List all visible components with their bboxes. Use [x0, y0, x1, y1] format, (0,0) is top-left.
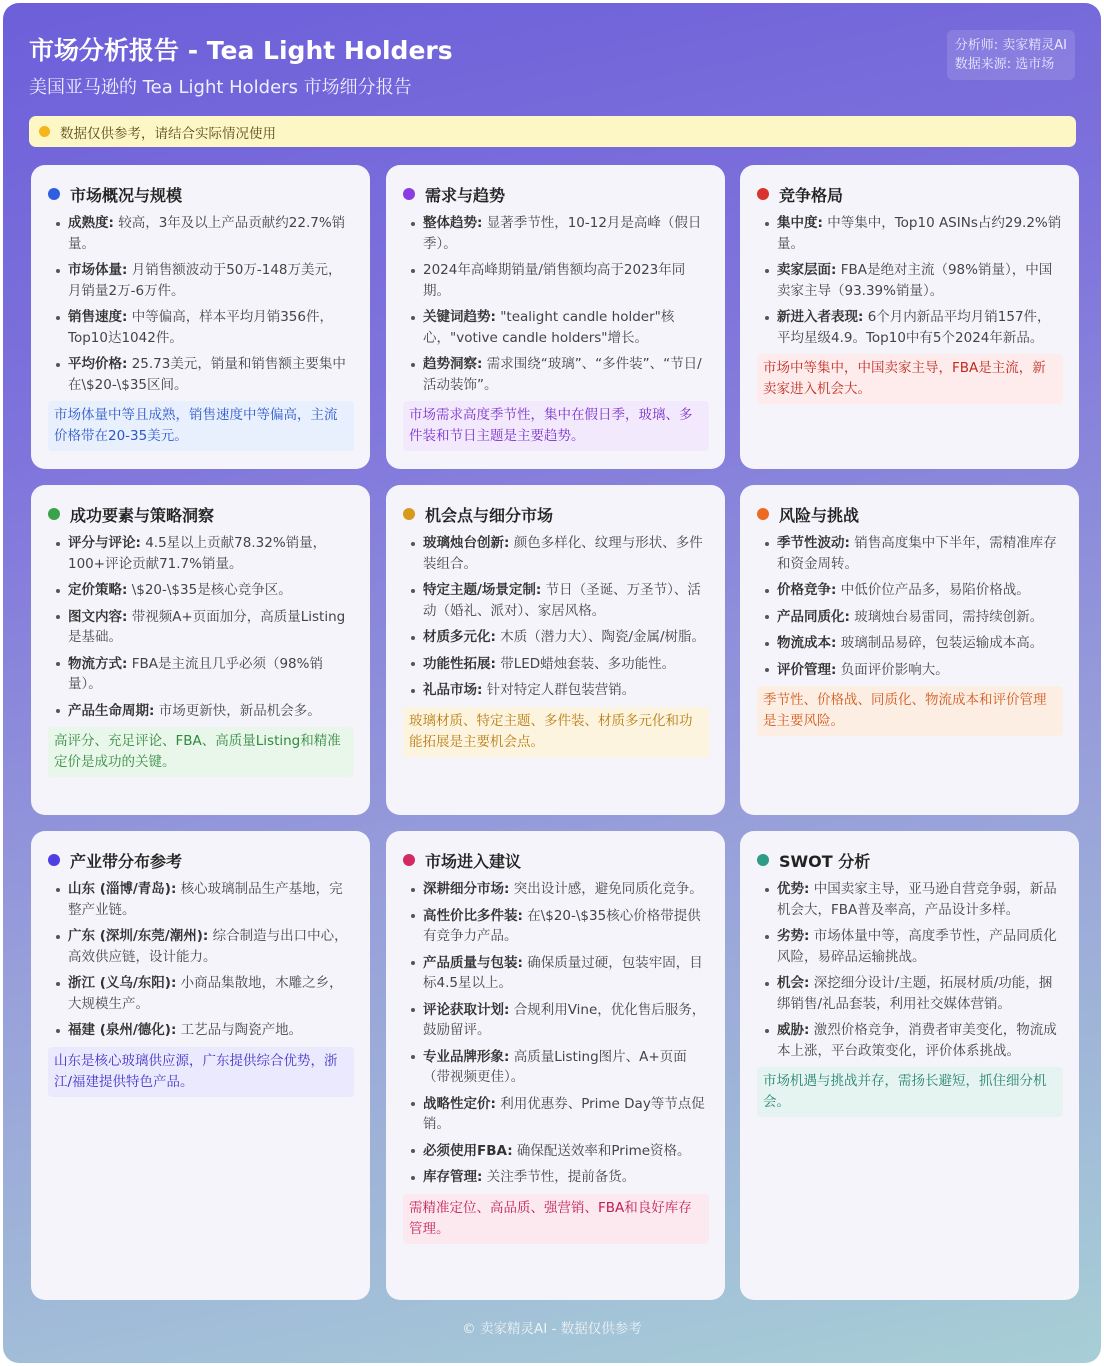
item-text: 合规利用Vine，优化售后服务，鼓励留评。 [423, 1001, 706, 1038]
list-item [403, 213, 709, 254]
item-text: 需求围绕“玻璃”、“多件装”、“节日/活动装饰”。 [423, 356, 702, 393]
card-summary: 市场中等集中，中国卖家主导，FBA是主流，新卖家进入机会大。 [757, 354, 1063, 404]
item-text: 玻璃制品易碎，包装运输成本高。 [836, 635, 1044, 651]
item-label: 专业品牌形象: [423, 1048, 510, 1065]
item-label: 库存管理: [423, 1169, 483, 1185]
section-card [31, 485, 370, 815]
list-item [48, 607, 354, 648]
item-label: 销售速度: [68, 309, 128, 325]
card-header [757, 503, 1063, 525]
section-card [740, 831, 1079, 1300]
list-item [757, 607, 1063, 628]
item-text: 综合制造与出口中心，高效供应链，设计能力。 [68, 928, 348, 965]
item-label: 深耕细分市场: [423, 881, 510, 897]
item-label: 特定主题/场景定制: [423, 582, 542, 598]
item-text: 在\$20-\$35核心价格带提供有竞争力产品。 [423, 907, 701, 944]
item-text: \$20-\$35是核心竞争区。 [127, 582, 292, 598]
card-title: 市场概况与规模 [70, 185, 183, 205]
section-dot-icon [403, 188, 415, 200]
item-text: 6个月内新品平均月销157件，平均星级4.9。Top10中有5个2024年新品。 [777, 309, 1051, 346]
section-card [386, 165, 725, 469]
item-label: 新进入者表现: [777, 309, 864, 325]
list-item [757, 307, 1063, 348]
card-header [403, 503, 709, 525]
list-item [757, 633, 1063, 654]
item-text: 中国卖家主导，亚马逊自营竞争弱，新品机会大，FBA普及率高，产品设计多样。 [777, 881, 1057, 918]
item-text: 颜色多样化、纹理与形状、多件装组合。 [423, 535, 703, 572]
page-footer: © 卖家精灵AI - 数据仅供参考 [462, 1321, 642, 1337]
item-text: 节日（圣诞、万圣节）、活动（婚礼、派对）、家居风格。 [423, 582, 701, 619]
item-label: 关键词趋势: [423, 309, 496, 325]
item-label: 广东 (深圳/东莞/潮州): [68, 928, 209, 944]
item-label: 价格竞争: [777, 582, 837, 598]
list-item [48, 354, 354, 395]
item-text: 高质量Listing图片、A+页面（带视频更佳）。 [423, 1048, 687, 1085]
item-text: 中等偏高，样本平均月销356件，Top10达1042件。 [68, 309, 333, 346]
list-item [757, 213, 1063, 254]
item-text: 中等集中，Top10 ASINs占约29.2%销量。 [777, 215, 1062, 252]
card-summary: 市场需求高度季节性，集中在假日季，玻璃、多件装和节日主题是主要趋势。 [403, 401, 709, 451]
item-text: 带视频A+页面加分，高质量Listing是基础。 [68, 608, 346, 645]
card-title: 产业带分布参考 [70, 851, 183, 871]
page-title: 市场分析报告 - Tea Light Holders [29, 36, 453, 65]
source-label: 数据来源: 选市场 [954, 57, 1055, 72]
item-text: 显著季节性，10-12月是高峰（假日季）。 [423, 215, 702, 252]
card-summary: 市场体量中等且成熟，销售速度中等偏高，主流价格带在20-35美元。 [48, 401, 354, 451]
card-header [403, 183, 709, 205]
item-text: 25.73美元，销量和销售额主要集中在\$20-\$35区间。 [68, 356, 346, 393]
item-text: 月销售额波动于50万-148万美元，月销量2万-6万件。 [68, 262, 342, 299]
list-item [48, 701, 354, 722]
item-text: 玻璃烛台易雷同，需持续创新。 [849, 608, 1044, 625]
item-label: 高性价比多件装: [423, 907, 523, 924]
list-item [757, 260, 1063, 301]
disclaimer-text: 数据仅供参考，请结合实际情况使用 [60, 125, 276, 142]
item-label: 图文内容: [68, 608, 128, 625]
item-label: 劣势: [777, 928, 810, 944]
item-label: 材质多元化: [423, 629, 496, 645]
list-item [48, 654, 354, 695]
item-text: FBA是绝对主流（98%销量），中国卖家主导（93.39%销量）。 [777, 262, 1053, 299]
analyst-label: 分析师: 卖家精灵AI [954, 38, 1067, 53]
list-item [757, 660, 1063, 681]
section-dot-icon [48, 508, 60, 520]
item-label: 玻璃烛台创新: [423, 535, 510, 551]
list-item [403, 1047, 709, 1088]
item-text: 4.5星以上贡献78.32%销量，100+评论贡献71.7%销量。 [68, 535, 327, 572]
list-item [48, 307, 354, 348]
section-dot-icon [757, 854, 769, 866]
card-title: 市场进入建议 [425, 851, 522, 871]
list-item [48, 973, 354, 1014]
card-summary: 山东是核心玻璃供应源，广东提供综合优势，浙江/福建提供特色产品。 [48, 1047, 354, 1097]
item-label: 物流成本: [777, 635, 837, 651]
card-summary: 季节性、价格战、同质化、物流成本和评价管理是主要风险。 [757, 686, 1063, 736]
item-label: 山东 (淄博/青岛): [68, 881, 177, 897]
list-item [403, 260, 709, 301]
bullet-list [403, 533, 709, 701]
list-item [757, 879, 1063, 920]
item-label: 战略性定价: [423, 1095, 496, 1112]
section-dot-icon [757, 508, 769, 520]
list-item [403, 1094, 709, 1135]
section-dot-icon [48, 854, 60, 866]
item-label: 整体趋势: [423, 215, 483, 231]
disclaimer-banner [29, 116, 1076, 147]
report-page [3, 3, 1101, 1363]
card-header [48, 849, 354, 871]
list-item [403, 680, 709, 701]
list-item [403, 627, 709, 648]
card-summary: 需精准定位、高品质、强营销、FBA和良好库存管理。 [403, 1194, 709, 1244]
list-item [48, 260, 354, 301]
item-label: 产品同质化: [777, 608, 850, 625]
bullet-list [757, 879, 1063, 1061]
item-label: 季节性波动: [777, 535, 850, 551]
list-item [403, 654, 709, 675]
bullet-list [48, 879, 354, 1041]
section-dot-icon [757, 188, 769, 200]
card-header [48, 503, 354, 525]
bullet-list [48, 213, 354, 395]
list-item [403, 354, 709, 395]
section-card [740, 165, 1079, 469]
bullet-list [757, 213, 1063, 348]
card-title: 需求与趋势 [425, 185, 506, 205]
card-title: 竞争格局 [779, 185, 844, 205]
bullet-list [48, 533, 354, 721]
section-card [386, 485, 725, 815]
item-text: 关注季节性，提前备货。 [482, 1169, 636, 1185]
section-dot-icon [48, 188, 60, 200]
item-text: 利用优惠券、Prime Day等节点促销。 [423, 1095, 705, 1132]
item-text: 核心玻璃制品生产基地，完整产业链。 [68, 881, 343, 918]
list-item [403, 1141, 709, 1162]
item-label: 评分与评论: [68, 535, 141, 551]
item-label: 趋势洞察: [423, 356, 483, 372]
list-item [403, 1000, 709, 1041]
item-label: 礼品市场: [423, 682, 483, 698]
list-item [757, 580, 1063, 601]
list-item [48, 533, 354, 574]
item-text: 针对特定人群包装营销。 [482, 682, 636, 698]
report-meta [947, 30, 1075, 80]
list-item [48, 580, 354, 601]
card-header [757, 849, 1063, 871]
card-header [403, 849, 709, 871]
item-label: 定价策略: [68, 582, 128, 598]
section-dot-icon [403, 854, 415, 866]
section-card [31, 165, 370, 469]
item-label: 产品质量与包装: [423, 954, 523, 971]
item-text: 木质（潜力大）、陶瓷/金属/树脂。 [495, 629, 706, 645]
item-text: 2024年高峰期销量/销售额均高于2023年同期。 [423, 262, 686, 299]
item-text: FBA是主流且几乎必须（98%销量）。 [68, 655, 323, 692]
card-summary: 高评分、充足评论、FBA、高质量Listing和精准定价是成功的关键。 [48, 727, 354, 777]
bullet-list [403, 879, 709, 1188]
warning-dot-icon [39, 126, 50, 137]
page-subtitle: 美国亚马逊的 Tea Light Holders 市场细分报告 [29, 77, 412, 98]
list-item [48, 1020, 354, 1041]
list-item [48, 879, 354, 920]
item-text: 市场体量中等，高度季节性，产品同质化风险，易碎品运输挑战。 [777, 928, 1057, 965]
card-summary: 玻璃材质、特定主题、多件装、材质多元化和功能拓展是主要机会点。 [403, 707, 709, 757]
bullet-list [403, 213, 709, 395]
list-item [757, 533, 1063, 574]
section-dot-icon [403, 508, 415, 520]
section-card [31, 831, 370, 1300]
item-label: 评论获取计划: [423, 1001, 510, 1018]
card-title: 机会点与细分市场 [425, 505, 554, 525]
item-text: 确保质量过硬，包装牢固，目标4.5星以上。 [423, 954, 703, 991]
item-text: 市场更新快，新品机会多。 [154, 702, 321, 719]
item-label: 成熟度: [68, 215, 114, 231]
list-item [757, 1020, 1063, 1061]
item-label: 机会: [777, 975, 810, 991]
card-title: 风险与挑战 [779, 505, 860, 525]
list-item [48, 213, 354, 254]
list-item [403, 906, 709, 947]
card-title: 成功要素与策略洞察 [70, 505, 215, 525]
item-label: 优势: [777, 881, 810, 897]
item-label: 卖家层面: [777, 262, 837, 278]
item-label: 市场体量: [68, 262, 128, 278]
bullet-list [757, 533, 1063, 680]
list-item [403, 1167, 709, 1188]
item-label: 物流方式: [68, 655, 128, 672]
list-item [403, 879, 709, 900]
list-item [757, 973, 1063, 1014]
item-label: 浙江 (义乌/东阳): [68, 975, 177, 991]
item-label: 评价管理: [777, 661, 837, 678]
item-label: 产品生命周期: [68, 702, 155, 719]
item-text: 激烈价格竞争，消费者审美变化，物流成本上涨，平台政策变化，评价体系挑战。 [777, 1022, 1057, 1059]
list-item [48, 926, 354, 967]
item-text: 小商品集散地，木雕之乡，大规模生产。 [68, 975, 343, 1012]
section-card [740, 485, 1079, 815]
item-text: 带LED蜡烛套装、多功能性。 [495, 655, 676, 672]
item-text: 深挖细分设计/主题，拓展材质/功能，捆绑销售/礼品套装，利用社交媒体营销。 [777, 975, 1053, 1012]
list-item [403, 533, 709, 574]
item-text: 较高，3年及以上产品贡献约22.7%销量。 [68, 215, 346, 252]
item-text: 中低价位产品多，易陷价格战。 [836, 582, 1030, 598]
list-item [403, 953, 709, 994]
card-header [48, 183, 354, 205]
list-item [403, 307, 709, 348]
section-card [386, 831, 725, 1300]
card-title: SWOT 分析 [779, 851, 871, 871]
list-item [403, 580, 709, 621]
item-text: 工艺品与陶瓷产地。 [176, 1022, 303, 1038]
item-label: 功能性拓展: [423, 655, 496, 672]
item-text: "tealight candle holder"核心，"votive candle holders"增长。 [423, 309, 675, 346]
item-text: 确保配送效率和Prime资格。 [512, 1142, 691, 1159]
card-header [757, 183, 1063, 205]
item-label: 平均价格: [68, 356, 128, 372]
list-item [757, 926, 1063, 967]
item-label: 必须使用FBA: [423, 1142, 513, 1159]
item-label: 福建 (泉州/德化): [68, 1022, 177, 1038]
item-text: 销售高度集中下半年，需精准库存和资金周转。 [777, 535, 1057, 572]
item-text: 负面评价影响大。 [836, 661, 949, 678]
item-text: 突出设计感，避免同质化竞争。 [509, 881, 703, 897]
item-label: 集中度: [777, 215, 823, 231]
card-summary: 市场机遇与挑战并存，需扬长避短，抓住细分机会。 [757, 1067, 1063, 1117]
item-label: 威胁: [777, 1022, 810, 1038]
